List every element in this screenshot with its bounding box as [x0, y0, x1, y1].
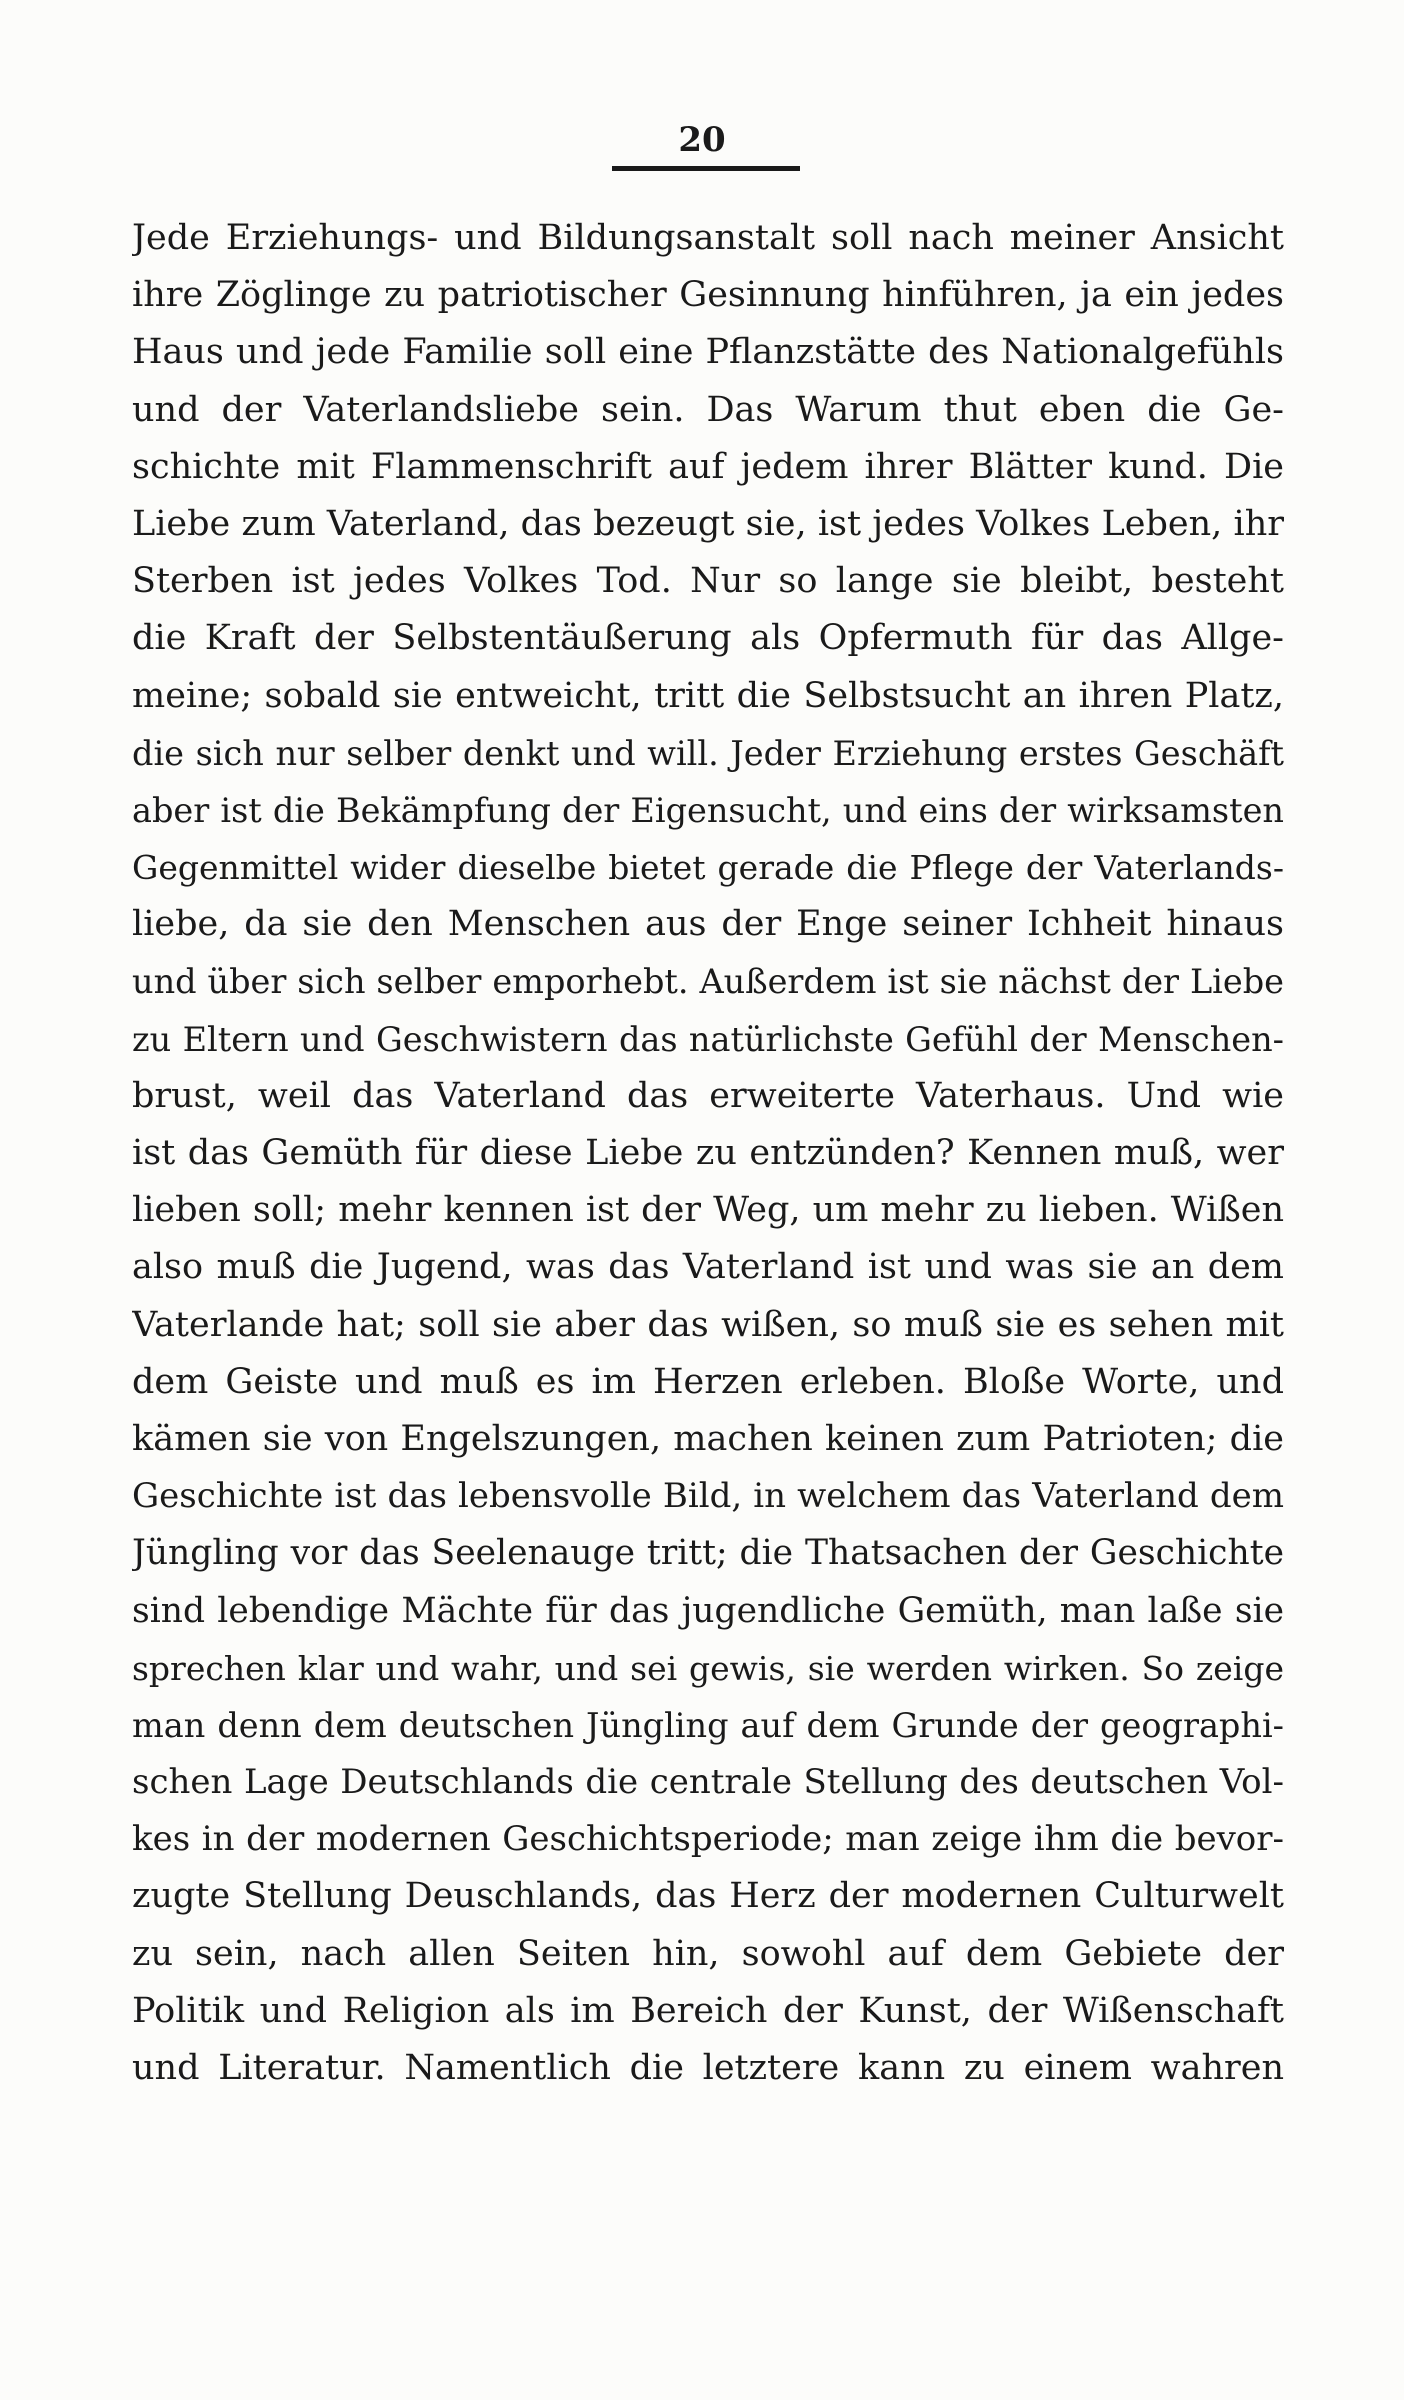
text-line: die Kraft der Selbstentäußerung als Opfermuth für das Allge- — [132, 618, 1284, 659]
text-line: ihre Zöglinge zu patriotischer Gesinnung hinführen, ja ein jedes — [132, 275, 1284, 316]
text-line: Geschichte ist das lebensvolle Bild, in welchem das Vaterland dem — [132, 1476, 1284, 1517]
text-line: zu sein, nach allen Seiten hin, sowohl auf dem Gebiete der — [132, 1933, 1284, 1974]
text-line: Politik und Religion als im Bereich der Kunst, der Wißenschaft — [132, 1990, 1284, 2031]
text-line: aber ist die Bekämpfung der Eigensucht, und eins der wirksamsten — [132, 790, 1284, 830]
text-line: ist das Gemüth für diese Liebe zu entzünden? Kennen muß, wer — [132, 1133, 1284, 1173]
text-line: sprechen klar und wahr, und sei gewis, sie werden wirken. So zeige — [132, 1648, 1284, 1688]
text-line: Haus und jede Familie soll eine Pflanzstätte des Nationalgefühls — [132, 332, 1284, 373]
text-line: Sterben ist jedes Volkes Tod. Nur so lange sie bleibt, besteht — [132, 561, 1284, 602]
text-line: Jüngling vor das Seelenauge tritt; die Thatsachen der Geschichte — [132, 1533, 1284, 1574]
text-line: kämen sie von Engelszungen, machen keinen zum Patrioten; die — [132, 1418, 1284, 1459]
text-line: dem Geiste und muß es im Herzen erleben. Bloße Worte, und — [132, 1361, 1284, 1402]
text-line: lieben soll; mehr kennen ist der Weg, um mehr zu lieben. Wißen — [132, 1190, 1284, 1231]
text-line: und Literatur. Namentlich die letztere kann zu einem wahren — [132, 2048, 1284, 2088]
page-number: 20 — [678, 120, 726, 160]
text-line: sind lebendige Mächte für das jugendliche Gemüth, man laße sie — [132, 1590, 1284, 1631]
text-line: brust, weil das Vaterland das erweiterte Vaterhaus. Und wie — [132, 1075, 1284, 1116]
text-line: zugte Stellung Deuschlands, das Herz der modernen Culturwelt — [132, 1876, 1284, 1917]
text-line: Vaterlande hat; soll sie aber das wißen, so muß sie es sehen mit — [132, 1304, 1284, 1345]
text-line: Gegenmittel wider dieselbe bietet gerade die Pflege der Vaterlands- — [132, 848, 1284, 888]
body-text — [132, 210, 1284, 2097]
text-line: die sich nur selber denkt und will. Jeder Erziehung erstes Geschäft — [132, 733, 1284, 773]
text-line: zu Eltern und Geschwistern das natürlichste Gefühl der Menschen- — [132, 1019, 1284, 1059]
text-line: also muß die Jugend, was das Vaterland ist und was sie an dem — [132, 1247, 1284, 1288]
text-line: Jede Erziehungs- und Bildungsanstalt soll nach meiner Ansicht — [132, 218, 1284, 258]
text-line: schichte mit Flammenschrift auf jedem ihrer Blätter kund. Die — [132, 446, 1284, 487]
text-line: und der Vaterlandsliebe sein. Das Warum thut eben die Ge- — [132, 389, 1284, 430]
header-rule — [612, 166, 800, 171]
text-line: kes in der modernen Geschichtsperiode; man zeige ihm die bevor- — [132, 1819, 1284, 1860]
text-line: meine; sobald sie entweicht, tritt die Selbstsucht an ihren Platz, — [132, 675, 1284, 716]
text-line: liebe, da sie den Menschen aus der Enge seiner Ichheit hinaus — [132, 904, 1284, 945]
text-line: Liebe zum Vaterland, das bezeugt sie, ist jedes Volkes Leben, ihr — [132, 503, 1284, 544]
text-line: schen Lage Deutschlands die centrale Stellung des deutschen Vol- — [132, 1762, 1284, 1803]
text-line: und über sich selber emporhebt. Außerdem ist sie nächst der Liebe — [132, 962, 1284, 1002]
text-line: man denn dem deutschen Jüngling auf dem Grunde der geographi- — [132, 1705, 1284, 1745]
